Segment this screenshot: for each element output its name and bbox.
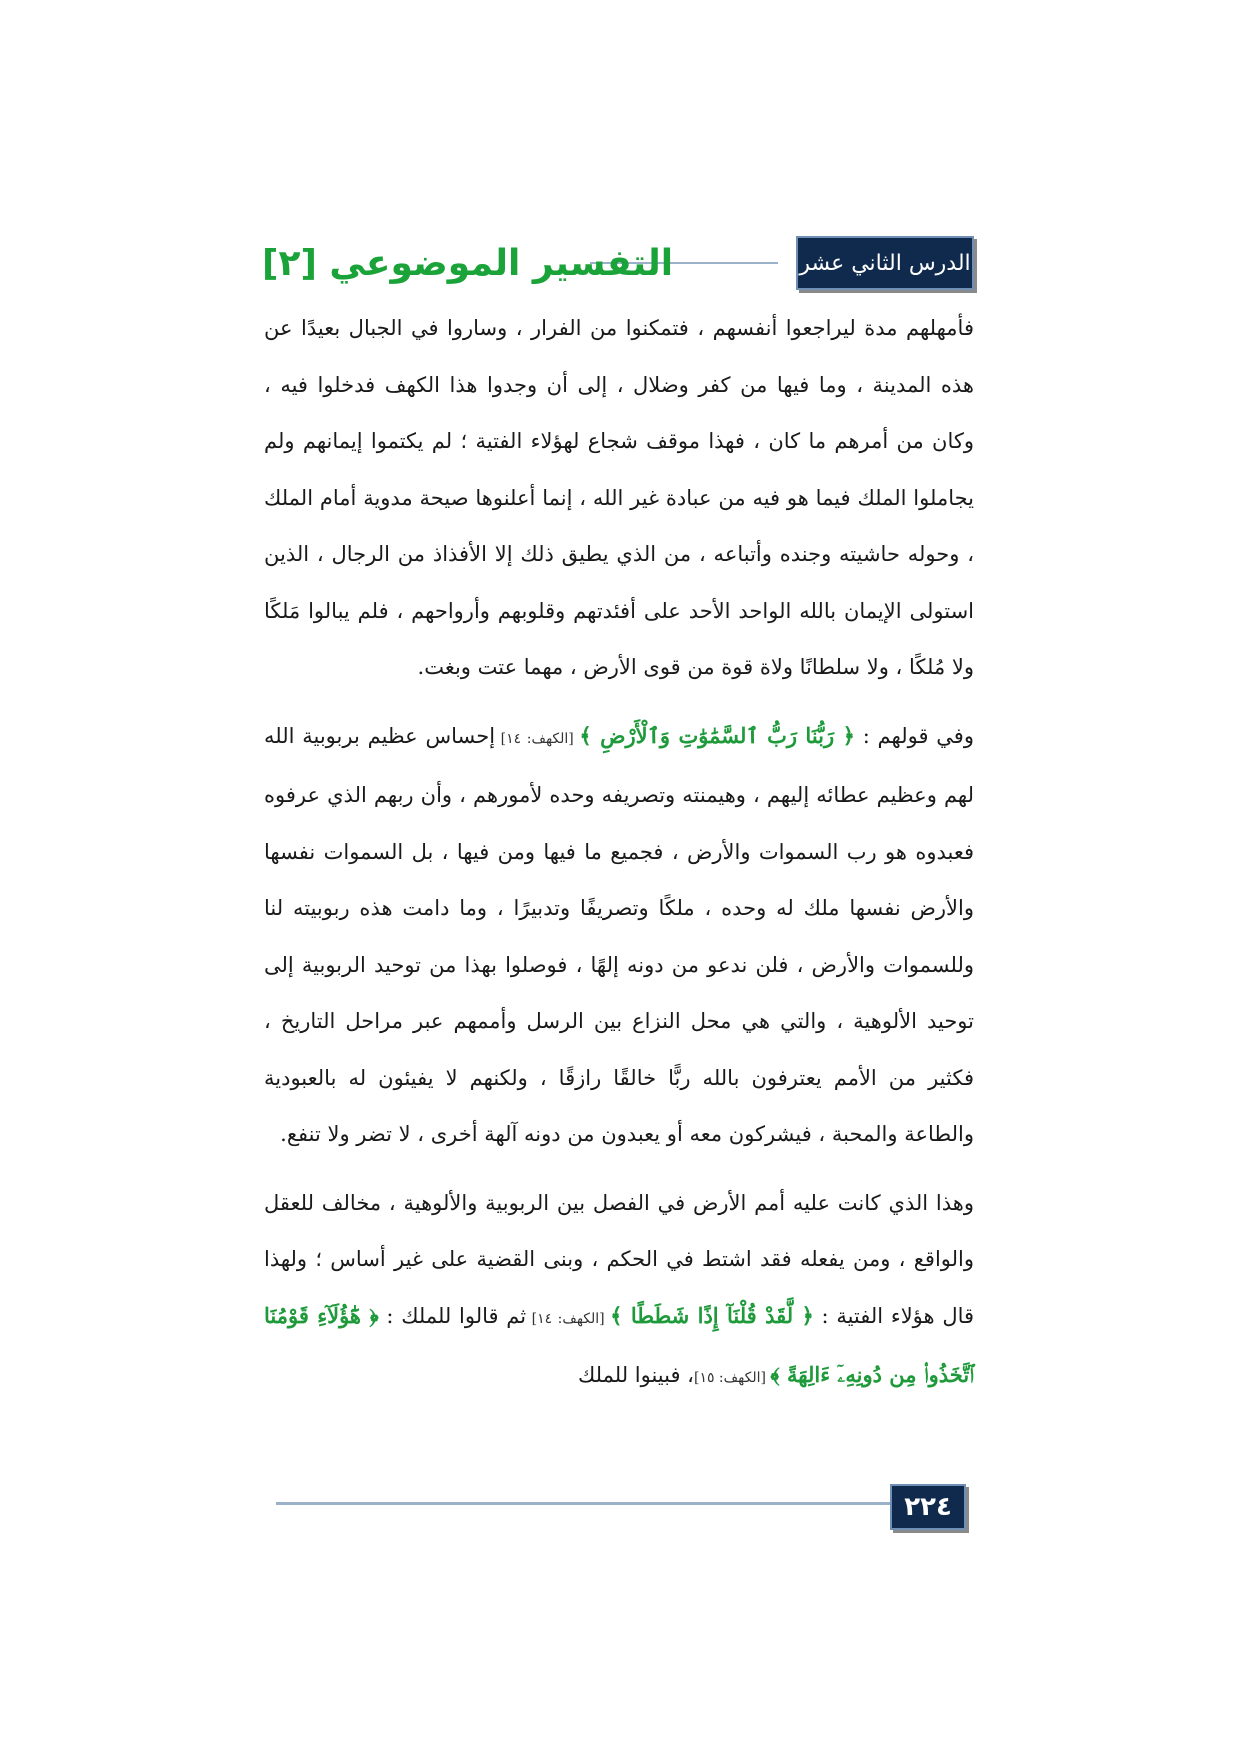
page-number: ٢٢٤ [890,1484,966,1530]
page-body [264,300,974,1419]
paragraph [264,1175,974,1407]
paragraph [264,708,974,1163]
paragraph-text: فأمهلهم مدة ليراجعوا أنفسهم ، فتمكنوا من الفرار ، وساروا في الجبال بعيدًا عن هذه المدينة ، وما فيها من كفر وضلال ، إلى أن وجدوا هذا الكهف فدخلوا فيه ، وكان من أمرهم ما كان ، فهذا موقف شجاع لهؤلاء الفتية ؛ لم يكتموا إيمانهم ولم يجاملوا الملك فيما هو فيه من عبادة غير الله ، إنما أعلنوها صيحة مدوية أمام الملك ، وحوله حاشيته وجنده وأتباعه ، من الذي يطيق ذلك إلا الأفذاذ من الرجال ، الذين استولى الإيمان بالله الواحد الأحد على أفئدتهم وقلوبهم وأرواحهم ، فلم يبالوا مَلكًا ولا مُلكًا ، ولا سلطانًا ولاة قوة من قوى الأرض ، مهما عتت وبغت. [264,316,974,679]
book-title: التفسير الموضوعي [٢] [262,242,674,284]
paragraph-text: إحساس عظيم بربوبية الله لهم وعظيم عطائه إليهم ، وهيمنته وتصريفه وحده لأمورهم ، وأن ربهم الذي عرفوه فعبدوه هو رب السموات والأرض ، فجميع ما فيها ومن فيها ، بل السموات نفسها والأرض نفسها ملك له وحده ، ملكًا وتصريفًا وتدبيرًا ، وما دامت هذه ربوبيته لنا وللسموات والأرض ، فلن ندعو من دونه إلهًا ، فوصلوا بهذا من توحيد الربوبية إلى توحيد الألوهية ، والتي هي محل النزاع بين الرسل وأممهم عبر مراحل التاريخ ، فكثير من الأمم يعترفون بالله ربًّا خالقًا رازقًا ، ولكنهم لا يفيئون له بالعبودية والطاعة والمحبة ، فيشركون معه أو يعبدون من دونه آلهة أخرى ، لا تضر ولا تنفع. [264,723,974,1146]
footer-divider [276,1502,890,1505]
verse-reference: [الكهف: ١٤] [495,730,580,747]
verse-reference: [الكهف: ١٤] [526,1310,611,1327]
quran-verse: ﴿ لَّقَدْ قُلْنَآ إِذًا شَطَطًا ﴾ [610,1302,814,1328]
paragraph-text: وهذا الذي كانت عليه أمم الأرض في الفصل بين الربوبية والألوهية ، مخالف للعقل والواقع ، ومن يفعله فقد اشتط في الحكم ، وبنى القضية على غير أساس ؛ ولهذا قال هؤلاء الفتية : [264,1190,975,1328]
paragraph-text: ، فبينوا للملك [577,1363,694,1387]
paragraph-text: وفي قولهم : [854,723,974,748]
paragraph [264,300,974,696]
quran-verse: ﴿ هَٰٓؤُلَآءِ قَوْمُنَا ٱتَّخَذُوا۟ مِن دُونِهِۦٓ ءَالِهَةً ﴾ [264,1302,974,1387]
verse-reference: [الكهف: ١٥] [693,1370,771,1386]
paragraph-text: ثم قالوا للملك : [378,1303,527,1328]
lesson-badge: الدرس الثاني عشر [796,236,974,290]
page-header [262,236,974,290]
quran-verse: ﴿ رَبُّنَا رَبُّ ٱلسَّمَٰوَٰتِ وَٱلْأَرْضِ ﴾ [579,722,855,748]
